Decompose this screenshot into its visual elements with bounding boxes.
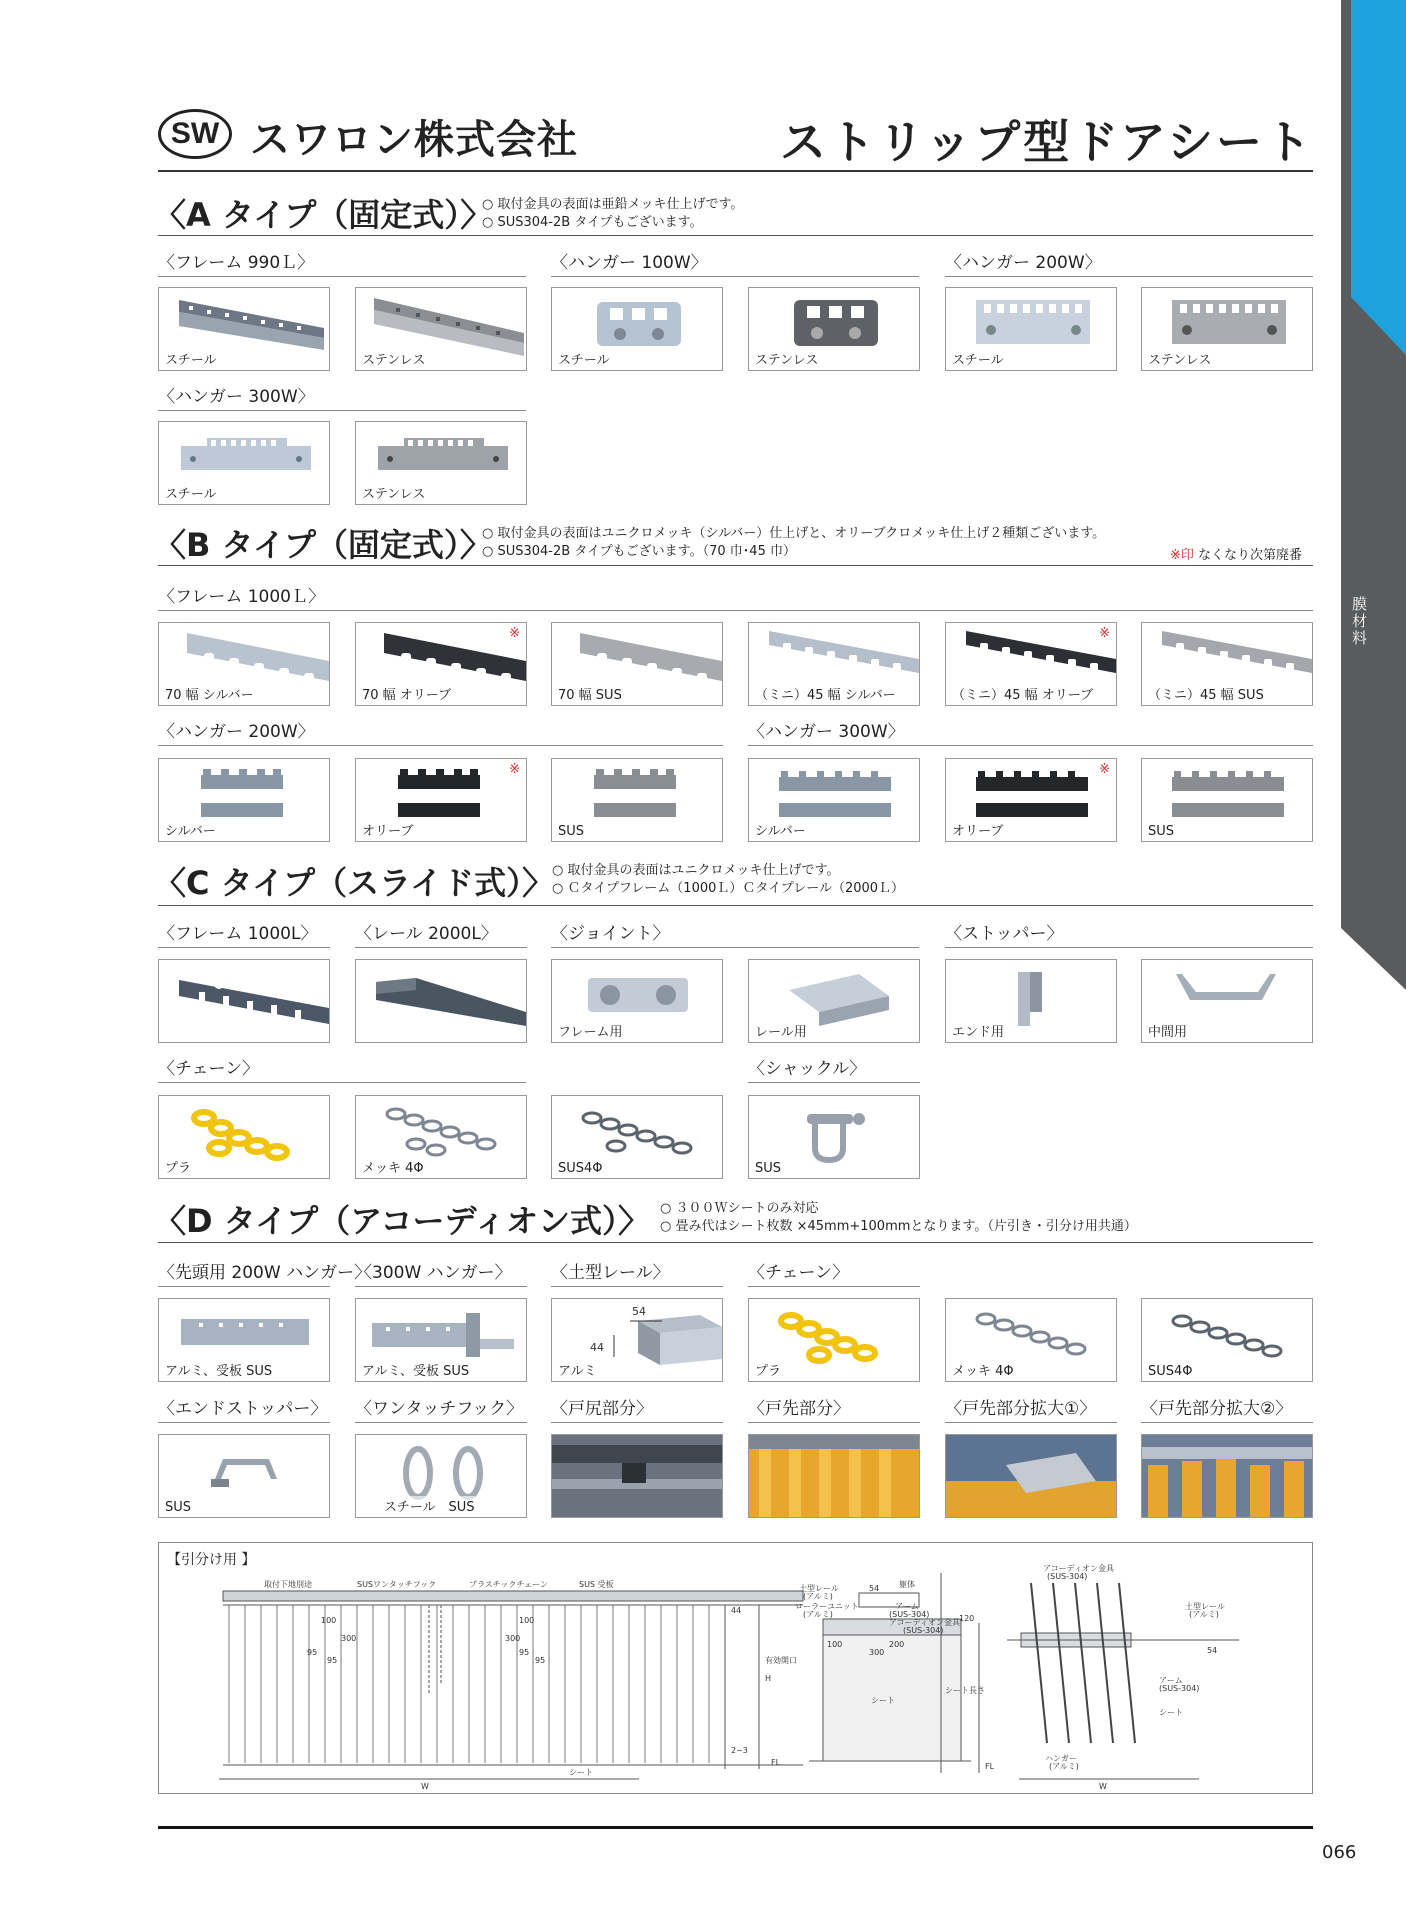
tile-caption: フレーム用 [558, 1021, 622, 1040]
rail-dim-width: 54 [632, 1305, 646, 1318]
plan-callout: ハンガー [1045, 1754, 1077, 1763]
side-callout: アコーディオン金具 [889, 1618, 960, 1627]
group-c-chain: 〈チェーン〉 [158, 1052, 526, 1083]
dim: 100 [519, 1616, 535, 1625]
group-c-rail: 〈レール 2000L〉 [355, 917, 527, 948]
label-width: W [421, 1782, 429, 1791]
tile-caption: スチール [165, 349, 216, 368]
plan-callout: 54 [1207, 1646, 1218, 1655]
plan-callout: アーム [1159, 1676, 1183, 1685]
product-tile [1141, 622, 1313, 706]
product-tile [945, 758, 1117, 842]
side-dim: 300 [869, 1648, 885, 1657]
tile-caption: （ミニ）45 幅 SUS [1148, 684, 1264, 703]
rail-dim-height: 44 [590, 1341, 604, 1354]
section-b-notes: ○ 取付金具の表面はユニクロメッキ（シルバー）仕上げと、オリーブクロメッキ仕上げ２種類ございます。 ○ SUS304-2B タイプもございます。（70 巾･45 巾） [482, 526, 1106, 559]
side-callout: 54 [869, 1584, 880, 1593]
dim: 100 [321, 1616, 337, 1625]
group-d-tojiri: 〈戸尻部分〉 [551, 1392, 723, 1423]
product-tile [551, 1095, 723, 1179]
plan-callout: (SUS-304) [1159, 1684, 1200, 1693]
product-tile [355, 287, 527, 371]
tile-caption: プラ [755, 1360, 781, 1379]
group-d-hook: 〈ワンタッチフック〉 [355, 1392, 527, 1423]
product-tile [355, 959, 527, 1043]
side-tab-label: 膜材料 [1350, 596, 1368, 647]
side-dim: FL [985, 1762, 995, 1771]
section-c-title: 〈C タイプ（スライド式）〉 [154, 864, 555, 902]
side-callout: アーム [895, 1602, 919, 1611]
dim-right: 有効開口 [765, 1656, 797, 1665]
diagram-label: 【引分け用 】 [167, 1552, 256, 1568]
product-tile [158, 287, 330, 371]
tile-caption: レール用 [755, 1021, 807, 1040]
tile-caption: アルミ、受板 SUS [362, 1360, 469, 1379]
product-tile [355, 758, 527, 842]
product-tile [551, 758, 723, 842]
product-tile [355, 1298, 527, 1382]
tile-caption: 中間用 [1148, 1021, 1187, 1040]
plan-callout: (アルミ) [1189, 1610, 1219, 1619]
section-b-rule [158, 565, 1313, 566]
discontinued-mark: ※ [509, 626, 520, 641]
company-name: スワロン株式会社 [250, 117, 578, 163]
product-tile [551, 622, 723, 706]
discontinued-mark: ※ [1099, 762, 1110, 777]
tile-caption: メッキ 4Φ [362, 1157, 424, 1176]
page-number: 066 [1322, 1842, 1357, 1863]
section-b-title: 〈B タイプ（固定式）〉 [154, 526, 492, 564]
dim-right: H [765, 1674, 772, 1683]
product-tile [1141, 1434, 1313, 1518]
product-tile [945, 1298, 1117, 1382]
product-tile [355, 622, 527, 706]
tile-caption: SUS4Φ [1148, 1364, 1193, 1379]
group-c-joint: 〈ジョイント〉 [551, 917, 919, 948]
tile-caption: プラ [165, 1157, 191, 1176]
group-b-frame: 〈フレーム 1000Ｌ〉 [158, 580, 1313, 611]
section-d-notes: ○ ３００Ｗシートのみ対応 ○ 畳み代はシート枚数 ×45mm+100mmとなります。（片引き・引分け用共通） [660, 1201, 1137, 1234]
tile-caption: （ミニ）45 幅 オリーブ [952, 684, 1093, 703]
page-title: ストリップ型ドアシート [780, 115, 1314, 169]
group-d-rail: 〈土型レール〉 [551, 1256, 723, 1287]
tile-caption: アルミ、受板 SUS [165, 1360, 272, 1379]
product-tile [1141, 287, 1313, 371]
tile-caption: ステンレス [362, 483, 425, 502]
company-logo-badge: SW [158, 109, 232, 159]
group-a-hanger300: 〈ハンガー 300W〉 [158, 380, 526, 411]
discontinued-mark: ※ [509, 762, 520, 777]
product-tile [551, 959, 723, 1043]
product-tile [1141, 959, 1313, 1043]
accordion-arm [1097, 1583, 1113, 1743]
product-tile [748, 1095, 920, 1179]
section-a-title: 〈A タイプ（固定式）〉 [154, 196, 493, 234]
discontinued-mark: ※ [1099, 626, 1110, 641]
tile-caption: SUS4Φ [558, 1161, 603, 1176]
section-a-rule [158, 235, 1313, 236]
tile-caption: シルバー [165, 820, 216, 839]
product-tile [748, 959, 920, 1043]
group-a-hanger200: 〈ハンガー 200W〉 [945, 246, 1313, 277]
section-c-rule [158, 905, 1313, 906]
product-tile [355, 1095, 527, 1179]
product-tile [1141, 1298, 1313, 1382]
group-d-tosaki: 〈戸先部分〉 [748, 1392, 920, 1423]
tile-caption: 70 幅 SUS [558, 684, 622, 703]
side-dim: シート [871, 1696, 895, 1705]
group-c-shackle: 〈シャックル〉 [748, 1052, 920, 1083]
tile-caption: スチール [165, 483, 216, 502]
side-callout: ローラーユニット [795, 1602, 859, 1611]
dim: 95 [327, 1656, 338, 1665]
group-a-hanger100: 〈ハンガー 100W〉 [551, 246, 919, 277]
group-d-lead-hanger: 〈先頭用 200W ハンガー〉 [158, 1256, 330, 1287]
tile-caption: （ミニ）45 幅 シルバー [755, 684, 896, 703]
accordion-arm [1053, 1583, 1069, 1743]
dim-right: FL [771, 1758, 781, 1767]
product-tile [158, 622, 330, 706]
product-tile [355, 1434, 527, 1518]
group-d-hanger300: 〈300W ハンガー〉 [355, 1256, 527, 1287]
side-index-tab [1341, 0, 1406, 990]
callout-hook: SUSワンタッチフック [357, 1580, 437, 1589]
dim-right: 2~3 [731, 1746, 748, 1755]
product-tile [748, 287, 920, 371]
footer-rule [158, 1826, 1313, 1829]
side-callout: 躯体 [899, 1580, 915, 1589]
product-tile [158, 1434, 330, 1518]
accordion-arm [1075, 1583, 1091, 1743]
product-tile [158, 758, 330, 842]
group-a-frame: 〈フレーム 990Ｌ〉 [158, 246, 526, 277]
side-callout: (SUS-304) [889, 1610, 930, 1619]
side-dim: 100 [827, 1640, 843, 1649]
product-tile [551, 1298, 723, 1382]
tile-caption: オリーブ [362, 820, 413, 839]
tile-caption: 70 幅 シルバー [165, 684, 254, 703]
plan-callout: アコーディオン金具 [1043, 1564, 1114, 1573]
header-rule [158, 170, 1313, 172]
tile-caption: スチール [952, 349, 1003, 368]
group-d-endstopper: 〈エンドストッパー〉 [158, 1392, 330, 1423]
group-d-chain: 〈チェーン〉 [748, 1256, 920, 1287]
side-callout: (SUS-304) [903, 1626, 944, 1635]
tile-caption: エンド用 [952, 1021, 1004, 1040]
group-b-hanger300: 〈ハンガー 300W〉 [748, 715, 1313, 746]
tile-caption: メッキ 4Φ [952, 1360, 1014, 1379]
product-tile [748, 622, 920, 706]
dim: 300 [341, 1634, 357, 1643]
side-callout: (アルミ) [803, 1592, 833, 1601]
section-d-title: 〈D タイプ（アコーディオン式）〉 [154, 1202, 650, 1240]
tile-caption: シルバー [755, 820, 806, 839]
plan-callout: シート [1159, 1708, 1183, 1717]
plan-callout: 土型レール [1185, 1602, 1225, 1611]
side-dim: 200 [889, 1640, 905, 1649]
product-tile [748, 1434, 920, 1518]
product-tile [355, 421, 527, 505]
accordion-arm [1031, 1583, 1047, 1743]
product-tile [945, 287, 1117, 371]
group-d-zoom1: 〈戸先部分拡大①〉 [945, 1392, 1117, 1423]
dim: 300 [505, 1634, 521, 1643]
product-tile [945, 959, 1117, 1043]
discontinued-note: ※印 なくなり次第廃番 [1170, 548, 1303, 563]
section-a-notes: ○ 取付金具の表面は亜鉛メッキ仕上げです。 ○ SUS304-2B タイプもございます。 [482, 197, 744, 230]
plan-callout: W [1099, 1782, 1107, 1791]
tile-caption: 70 幅 オリーブ [362, 684, 451, 703]
tile-caption: アルミ [558, 1360, 596, 1379]
callout-plate: SUS 受板 [579, 1580, 614, 1589]
product-tile [748, 758, 920, 842]
product-tile [158, 959, 330, 1043]
callout-chain: プラスチックチェーン [469, 1580, 548, 1589]
plan-callout: (アルミ) [1049, 1762, 1079, 1771]
tile-caption: SUS [755, 1161, 782, 1176]
tile-caption: スチール [558, 349, 609, 368]
accordion-arm [1119, 1583, 1135, 1743]
product-tile [1141, 758, 1313, 842]
group-c-stopper: 〈ストッパー〉 [945, 917, 1313, 948]
tile-caption: スチール SUS [384, 1496, 475, 1515]
tile-caption: SUS [558, 824, 585, 839]
tile-caption: ステンレス [1148, 349, 1211, 368]
section-c-notes: ○ 取付金具の表面はユニクロメッキ仕上げです。 ○ Ｃタイプフレーム（1000Ｌ）Ｃタイプレール（2000Ｌ） [552, 863, 905, 896]
plan-callout: (SUS-304) [1047, 1572, 1088, 1581]
product-tile [945, 622, 1117, 706]
tile-caption: SUS [1148, 824, 1175, 839]
product-tile [945, 1434, 1117, 1518]
group-d-zoom2: 〈戸先部分拡大②〉 [1141, 1392, 1313, 1423]
side-callout: 土型レール [799, 1584, 839, 1593]
side-callout: (アルミ) [803, 1610, 833, 1619]
product-tile [158, 1095, 330, 1179]
dim: 95 [535, 1656, 546, 1665]
installation-diagram [158, 1542, 1313, 1794]
group-b-hanger200: 〈ハンガー 200W〉 [158, 715, 723, 746]
tile-caption: オリーブ [952, 820, 1003, 839]
product-tile [748, 1298, 920, 1382]
side-dim: 120 [959, 1614, 975, 1623]
group-c-frame: 〈フレーム 1000L〉 [158, 917, 330, 948]
section-d-rule [158, 1242, 1313, 1243]
callout-mount: 取付下地別途 [264, 1580, 312, 1589]
product-tile [158, 421, 330, 505]
tile-caption: ステンレス [362, 349, 425, 368]
dim: 95 [519, 1648, 530, 1657]
side-dim: シート長さ [945, 1686, 985, 1695]
diagram-drawing [159, 1543, 1312, 1793]
tile-caption: SUS [165, 1500, 192, 1515]
label-sheet: シート [569, 1768, 593, 1777]
product-tile [551, 1434, 723, 1518]
product-tile [551, 287, 723, 371]
dim-right: 44 [731, 1606, 742, 1615]
dim: 95 [307, 1648, 318, 1657]
tile-caption: ステンレス [755, 349, 818, 368]
product-tile [158, 1298, 330, 1382]
